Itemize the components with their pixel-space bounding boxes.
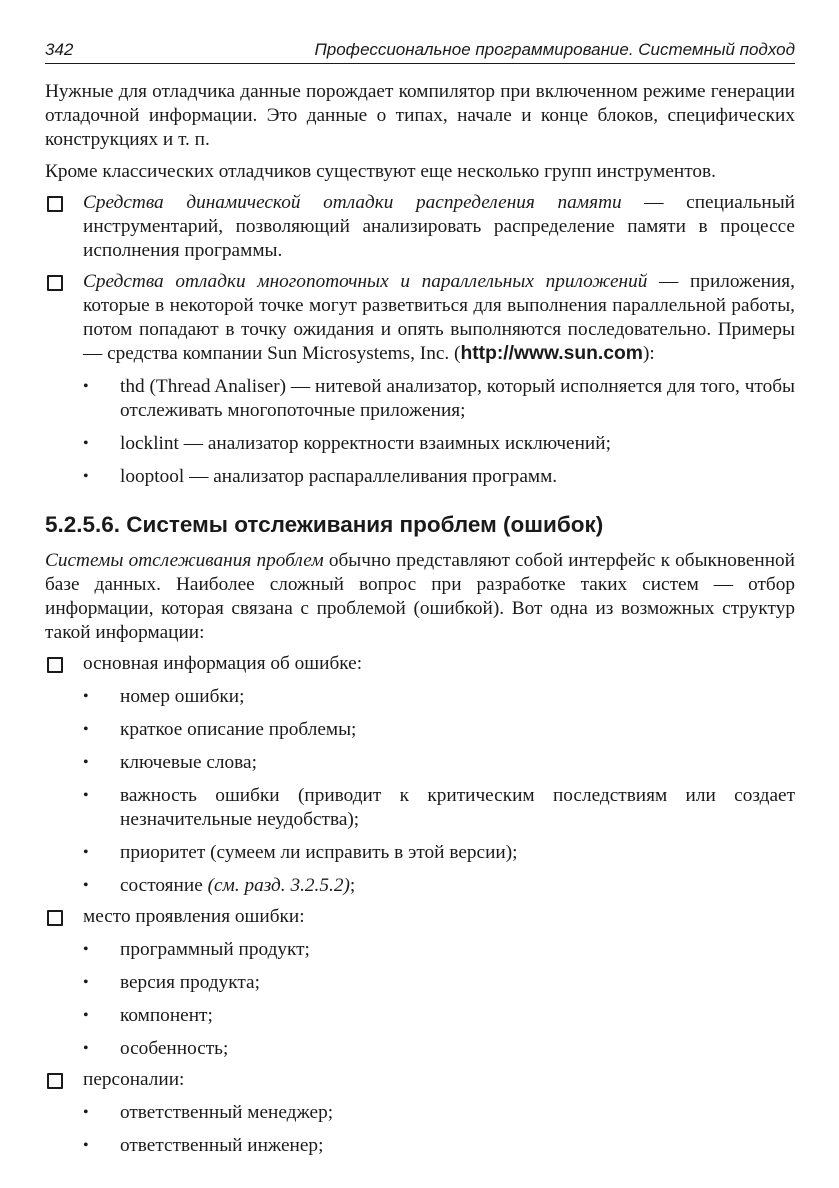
info-group-label: основная информация об ошибке: bbox=[83, 653, 363, 674]
page bbox=[45, 38, 795, 1158]
sun-url-link[interactable]: http://www.sun.com bbox=[460, 343, 643, 364]
list-item-text: номер ошибки; bbox=[120, 686, 245, 707]
bullet-icon: • bbox=[83, 1137, 89, 1154]
page-number: 342 bbox=[45, 40, 74, 59]
tools-list bbox=[45, 191, 795, 489]
body-text bbox=[45, 80, 795, 1158]
bullet-icon: • bbox=[83, 754, 89, 771]
tool-description: — приложения, которые в некоторой точке могут разветвиться для выполнения параллельной работы, потом попадают в точку ожидания и опять выполняются последовательно. Примеры — средства компании Sun Microsystems, Inc. ( bbox=[83, 271, 795, 364]
info-group bbox=[45, 905, 795, 1061]
list-item bbox=[83, 1101, 795, 1125]
list-item-text: краткое описание проблемы; bbox=[120, 719, 357, 740]
bullet-icon: • bbox=[83, 435, 89, 452]
list-item-text: компонент; bbox=[120, 1005, 213, 1026]
list-item bbox=[83, 375, 795, 423]
bullet-icon: • bbox=[83, 974, 89, 991]
section-intro-text: обычно представляют собой интерфейс к обыкновенной базе данных. Наиболее сложный вопрос при разработке таких систем — отбор информации, которая связана с проблемой (ошибкой). Вот одна из возможных структур такой информации: bbox=[45, 550, 796, 643]
info-group-items bbox=[83, 938, 795, 1061]
bullet-icon: • bbox=[83, 688, 89, 705]
tool-description-end: ): bbox=[642, 343, 655, 364]
list-item bbox=[83, 751, 795, 775]
bullet-icon: • bbox=[83, 468, 89, 485]
bullet-icon: • bbox=[83, 378, 89, 395]
tool-term: Средства отладки многопоточных и параллельных приложений bbox=[83, 271, 648, 292]
section-intro-term: Системы отслеживания проблем bbox=[45, 550, 324, 571]
checkbox-square-icon bbox=[47, 1073, 63, 1089]
info-group-label: персоналии: bbox=[83, 1069, 185, 1090]
list-item-text: ответственный инженер; bbox=[120, 1135, 324, 1156]
list-item bbox=[83, 1037, 795, 1061]
list-item-text: ответственный менеджер; bbox=[120, 1102, 334, 1123]
info-group-items bbox=[83, 685, 795, 898]
info-group-items bbox=[83, 1101, 795, 1158]
checkbox-square-icon bbox=[47, 196, 63, 212]
list-item-text: программный продукт; bbox=[120, 939, 310, 960]
tool-term: Средства динамической отладки распределения памяти bbox=[83, 192, 622, 213]
cross-reference: (см. разд. 3.2.5.2) bbox=[207, 875, 350, 896]
list-item bbox=[83, 718, 795, 742]
list-item-text: locklint — анализатор корректности взаимных исключений; bbox=[120, 433, 611, 454]
bullet-icon: • bbox=[83, 1040, 89, 1057]
bullet-icon: • bbox=[83, 844, 89, 861]
list-item bbox=[83, 841, 795, 865]
list-item-text: важность ошибки (приводит к критическим последствиям или создает незначительные неудобства); bbox=[120, 785, 795, 830]
bullet-icon: • bbox=[83, 1104, 89, 1121]
list-item bbox=[83, 465, 795, 489]
list-item-text: версия продукта; bbox=[120, 972, 260, 993]
running-title: Профессиональное программирование. Системный подход bbox=[314, 40, 795, 59]
section-intro-paragraph bbox=[45, 549, 795, 645]
list-item-text: ключевые слова; bbox=[120, 752, 257, 773]
list-item-text: приоритет (сумеем ли исправить в этой версии); bbox=[120, 842, 518, 863]
info-group bbox=[45, 1068, 795, 1158]
list-item-text: looptool — анализатор распараллеливания программ. bbox=[120, 466, 558, 487]
bullet-icon: • bbox=[83, 941, 89, 958]
checkbox-square-icon bbox=[47, 657, 63, 673]
list-item bbox=[83, 938, 795, 962]
checkbox-square-icon bbox=[47, 275, 63, 291]
list-item-text: состояние bbox=[120, 875, 208, 896]
bullet-icon: • bbox=[83, 721, 89, 738]
bullet-icon: • bbox=[83, 787, 89, 804]
list-item bbox=[83, 784, 795, 832]
intro-paragraph-2: Кроме классических отладчиков существуют еще несколько групп инструментов. bbox=[45, 161, 716, 182]
list-item bbox=[83, 971, 795, 995]
info-structure-list bbox=[45, 652, 795, 1158]
list-item bbox=[83, 1134, 795, 1158]
running-head bbox=[45, 38, 795, 64]
list-item bbox=[83, 874, 795, 898]
info-group bbox=[45, 652, 795, 898]
intro-paragraph-1: Нужные для отладчика данные порождает компилятор при включенном режиме генерации отладочной информации. Это данные о типах, начале и конце блоков, специфических конструкциях и т. п. bbox=[45, 81, 795, 150]
info-group-label: место проявления ошибки: bbox=[83, 906, 305, 927]
list-item-text: особенность; bbox=[120, 1038, 229, 1059]
tool-description: — специальный инструментарий, позволяющий анализировать распределение памяти в процессе исполнения программы. bbox=[83, 192, 795, 261]
section-heading: 5.2.5.6. Системы отслеживания проблем (ошибок) bbox=[45, 512, 604, 537]
tool-sublist bbox=[83, 375, 795, 489]
list-item-text: thd (Thread Analiser) — нитевой анализатор, который исполняется для того, чтобы отслеживать многопоточные приложения; bbox=[120, 376, 795, 421]
checkbox-square-icon bbox=[47, 910, 63, 926]
tools-list-item bbox=[45, 191, 795, 263]
list-item-suffix: ; bbox=[349, 875, 356, 896]
bullet-icon: • bbox=[83, 1007, 89, 1024]
list-item bbox=[83, 1004, 795, 1028]
list-item bbox=[83, 432, 795, 456]
tools-list-item bbox=[45, 270, 795, 489]
list-item bbox=[83, 685, 795, 709]
bullet-icon: • bbox=[83, 877, 89, 894]
